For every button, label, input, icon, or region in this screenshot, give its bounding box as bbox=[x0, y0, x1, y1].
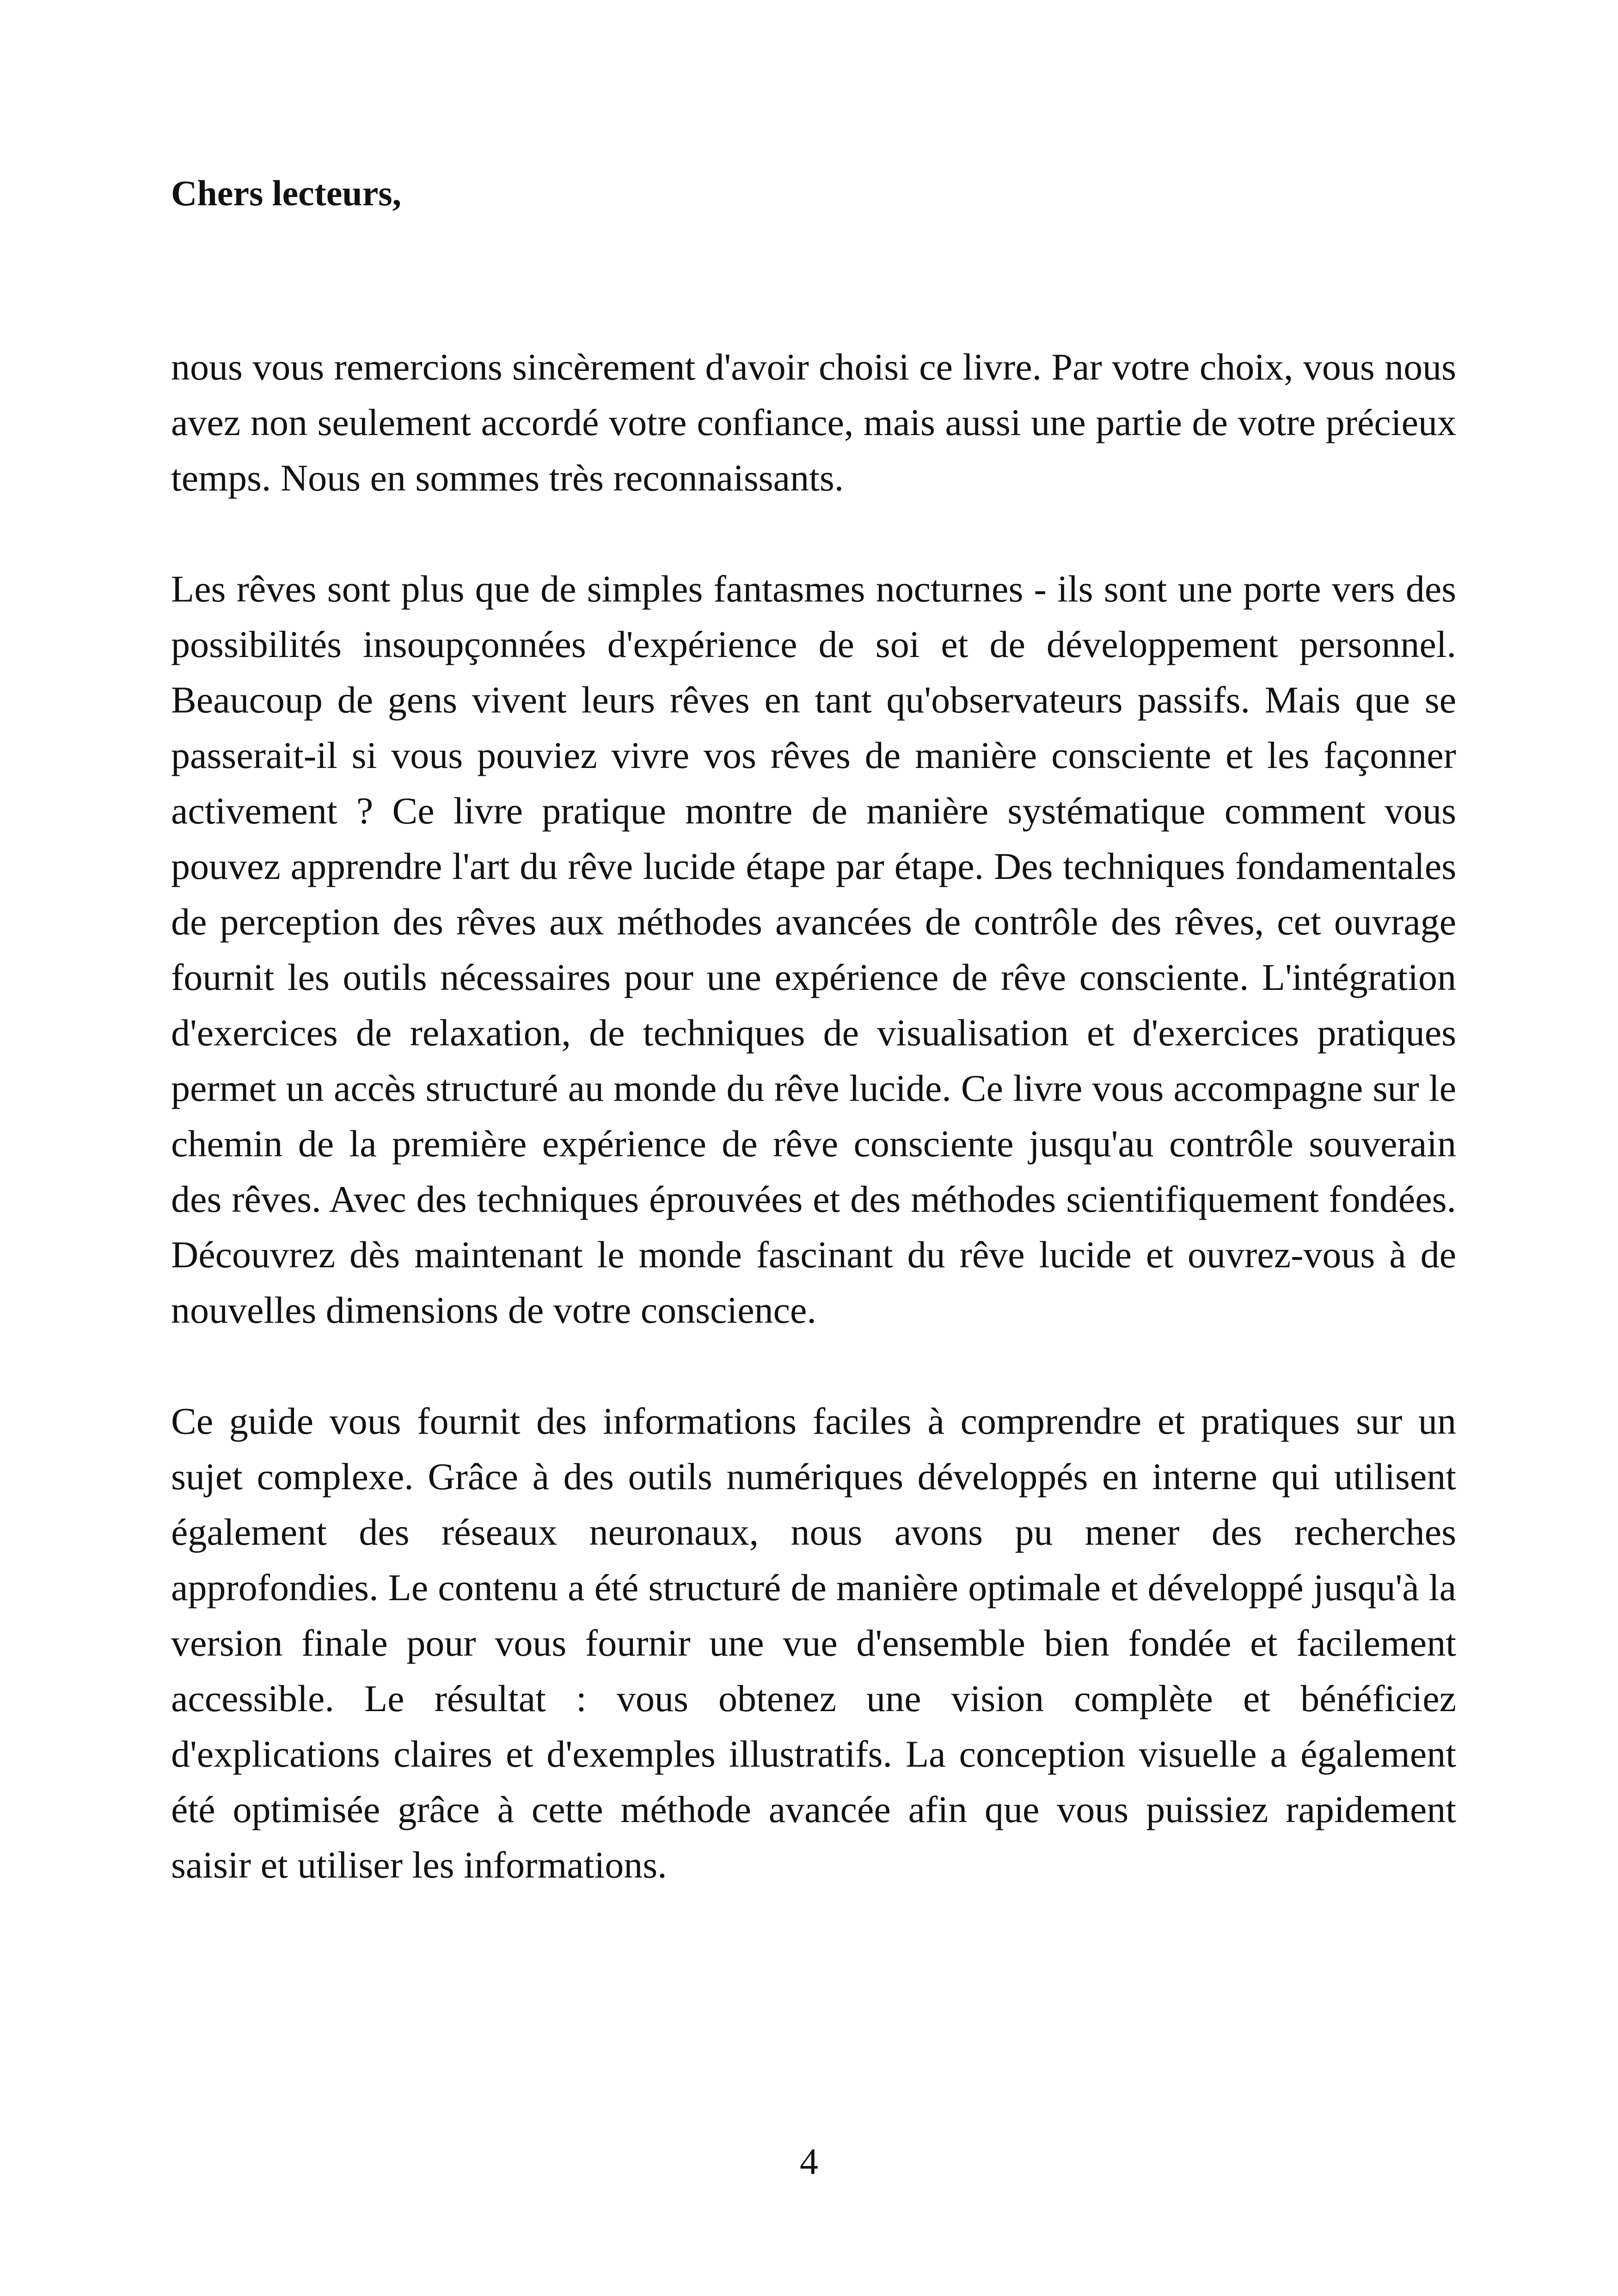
paragraph-guide: Ce guide vous fournit des informations faciles à comprendre et pratiques sur un sujet complexe. Grâce à des outils numériques développés en interne qui utilisent également des réseaux neuronaux, nous avons pu mener des recherches approfondies. Le contenu a été structuré de manière optimale et développé jusqu'à la version finale pour vous fournir une vue d'ensemble bien fondée et facilement accessible. Le résultat : vous obtenez une vision complète et bénéficiez d'explications claires et d'exemples illustratifs. La conception visuelle a également été optimisée grâce à cette méthode avancée afin que vous puissiez rapidement saisir et utiliser les informations. bbox=[171, 1400, 1456, 1886]
paragraph-dreams: Les rêves sont plus que de simples fantasmes nocturnes - ils sont une porte vers des possibilités insoupçonnées d'expérience de soi et de développement personnel. Beaucoup de gens vivent leurs rêves en tant qu'observateurs passifs. Mais que se passerait-il si vous pouviez vivre vos rêves de manière consciente et les façonner activement ? Ce livre pratique montre de manière systématique comment vous pouvez apprendre l'art du rêve lucide étape par étape. Des techniques fondamentales de perception des rêves aux méthodes avancées de contrôle des rêves, cet ouvrage fournit les outils nécessaires pour une expérience de rêve consciente. L'intégration d'exercices de relaxation, de techniques de visualisation et d'exercices pratiques permet un accès structuré au monde du rêve lucide. Ce livre vous accompagne sur le chemin de la première expérience de rêve consciente jusqu'au contrôle souverain des rêves. Avec des techniques éprouvées et des méthodes scientifiquement fondées. Découvrez dès maintenant le monde fascinant du rêve lucide et ouvrez-vous à de nouvelles dimensions de votre conscience. bbox=[171, 568, 1456, 1331]
page-heading: Chers lecteurs, bbox=[171, 173, 402, 213]
body-text bbox=[171, 339, 1456, 1948]
page-number: 4 bbox=[800, 2142, 818, 2182]
paragraph-thanks: nous vous remercions sincèrement d'avoir choisi ce livre. Par votre choix, vous nous avez non seulement accordé votre confiance, mais aussi une partie de votre précieux temps. Nous en sommes très reconnaissants. bbox=[171, 346, 1456, 499]
